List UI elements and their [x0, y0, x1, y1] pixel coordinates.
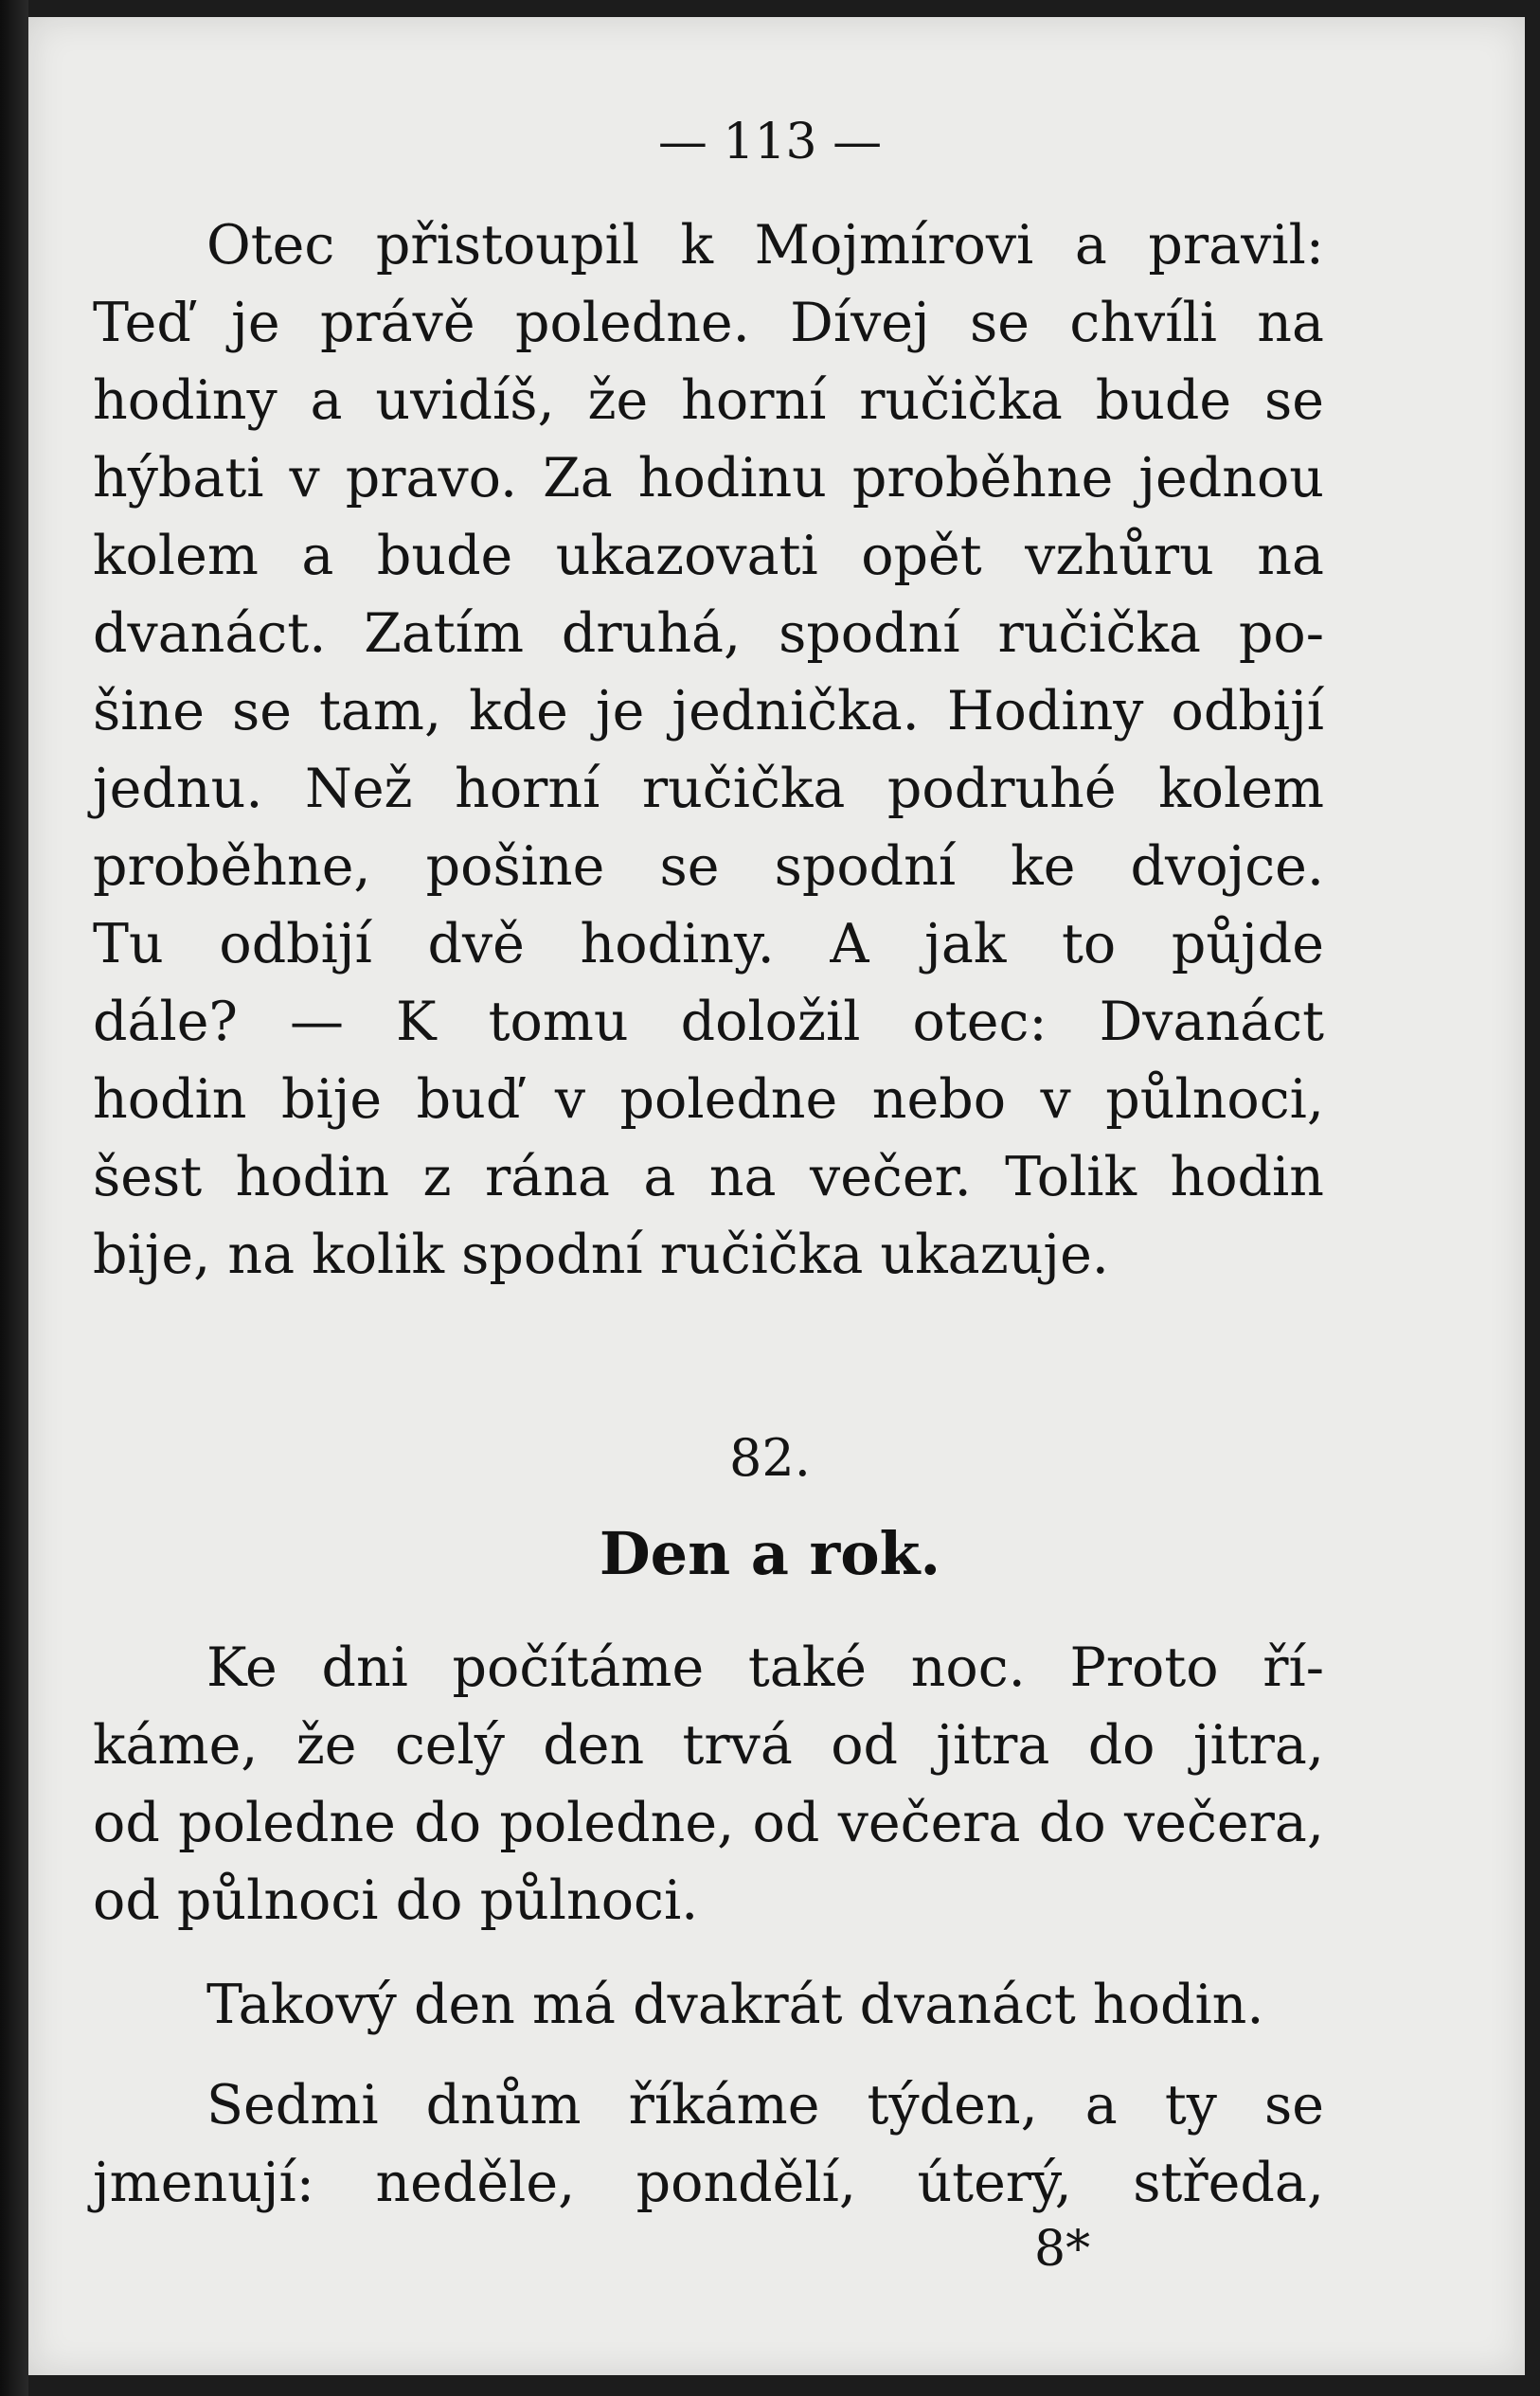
text-line: jednu. Než horní ručička podruhé kolem [93, 758, 1324, 820]
paragraph-day-hours [93, 1966, 1324, 2044]
text-line: Takový den má dvakrát dvanáct hodin. [206, 1974, 1264, 2036]
text-line: dvanáct. Zatím druhá, spodní ručička po- [93, 602, 1324, 665]
text-line: Otec přistoupil k Mojmírovi a pravil: [206, 214, 1324, 277]
text-line: Ke dni počítáme také noc. Proto ří- [206, 1636, 1324, 1699]
paragraph-clock-explanation [93, 206, 1324, 1294]
text-line: hýbati v pravo. Za hodinu proběhne jednou [93, 447, 1324, 510]
text-line: šine se tam, kde je jednička. Hodiny odbijí [93, 680, 1324, 742]
text-line: dále? — K tomu doložil otec: Dvanáct [93, 991, 1324, 1053]
text-line: kolem a bude ukazovati opět vzhůru na [93, 525, 1324, 587]
page-number: — 113 — [657, 114, 883, 170]
section-number: 82. [729, 1428, 811, 1488]
book-binding-edge [0, 0, 28, 2396]
text-line: proběhne, pošine se spodní ke dvojce. [93, 835, 1324, 898]
paragraph-week-days [93, 2066, 1324, 2222]
text-line: jmenují: neděle, pondělí, úterý, středa, [93, 2152, 1324, 2214]
text-line: šest hodin z rána a na večer. Tolik hodin [93, 1146, 1324, 1208]
text-line: od poledne do poledne, od večera do večera, [93, 1792, 1324, 1854]
paragraph-day-definition [93, 1629, 1324, 1940]
text-line: Teď je právě poledne. Dívej se chvíli na [93, 292, 1324, 354]
section-title: Den a rok. [599, 1519, 941, 1588]
text-line: Tu odbijí dvě hodiny. A jak to půjde [93, 913, 1324, 975]
text-line: hodin bije buď v poledne nebo v půlnoci, [93, 1068, 1324, 1131]
text-line: káme, že celý den trvá od jitra do jitra, [93, 1714, 1324, 1777]
text-line: Sedmi dnům říkáme týden, a ty se [206, 2074, 1324, 2137]
text-line: hodiny a uvidíš, že horní ručička bude se [93, 369, 1324, 432]
text-line: bije, na kolik spodní ručička ukazuje. [93, 1224, 1109, 1286]
text-line: od půlnoci do půlnoci. [93, 1869, 699, 1932]
printer-signature-mark: 8* [1034, 2221, 1091, 2278]
